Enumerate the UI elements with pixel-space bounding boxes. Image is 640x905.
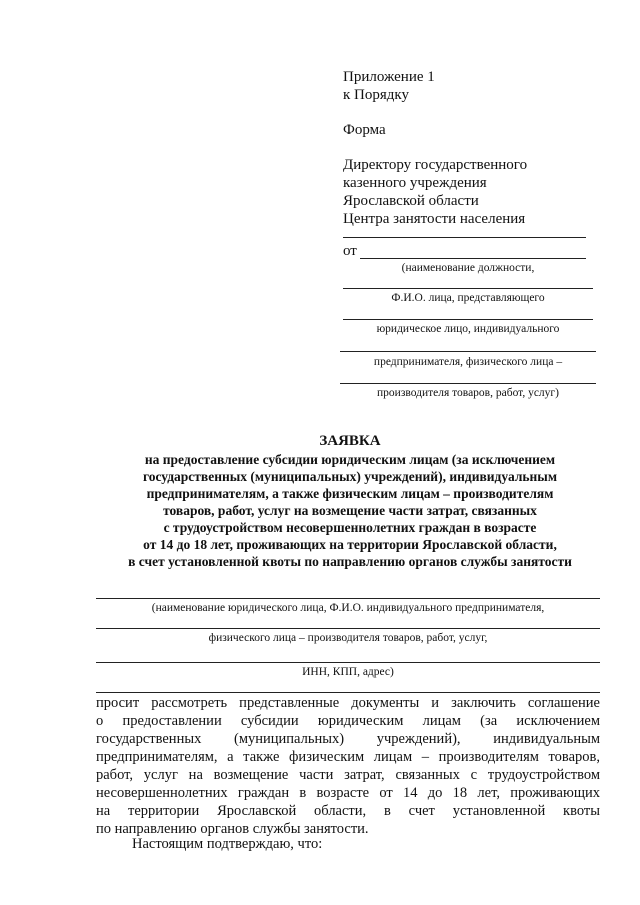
title-line: товаров, работ, услуг на возмещение части затрат, связанных [163, 503, 537, 518]
title-line: с трудоустройством несовершеннолетних граждан в возрасте [163, 520, 537, 535]
title-line: государственных (муниципальных) учреждений), индивидуальным [142, 469, 558, 484]
field-caption: Ф.И.О. лица, представляющего [391, 292, 545, 304]
title-line: предпринимателям, а также физическим лицам – производителям [146, 486, 554, 501]
confirmation-text: Настоящим подтверждаю, что: [132, 836, 323, 852]
field-caption: (наименование должности, [401, 262, 535, 274]
blank-line [96, 598, 600, 599]
applicant-caption: ИНН, КПП, адрес) [302, 666, 394, 678]
blank-line [343, 288, 593, 289]
blank-line [340, 351, 596, 352]
addressee-line: Ярославской области [343, 193, 479, 209]
addressee-line: казенного учреждения [343, 175, 487, 191]
title-line: в счет установленной квоты по направлению органов службы занятости [128, 554, 572, 569]
applicant-caption: (наименование юридического лица, Ф.И.О. индивидуального предпринимателя, [151, 602, 545, 614]
form-label: Форма [343, 122, 386, 138]
field-caption: предпринимателя, физического лица – [373, 356, 563, 368]
annex-number: Приложение 1 [343, 69, 435, 85]
blank-line [343, 237, 586, 238]
title-line: на предоставление субсидии юридическим лицам (за исключением [144, 452, 556, 467]
body-line: государственных (муниципальных) учреждений), индивидуальным [96, 731, 600, 747]
body-line: просит рассмотреть представленные документы и заключить соглашение [96, 695, 600, 711]
field-caption: производителя товаров, работ, услуг) [377, 387, 559, 399]
applicant-caption: физического лица – производителя товаров, работ, услуг, [208, 632, 488, 644]
annex-to: к Порядку [343, 87, 409, 103]
body-line: по направлению органов службы занятости. [96, 821, 369, 837]
title-line: от 14 до 18 лет, проживающих на территории Ярославской области, [143, 537, 557, 552]
blank-line [360, 258, 586, 259]
blank-line [96, 662, 600, 663]
addressee-line: Центра занятости населения [343, 211, 526, 227]
addressee-line: Директору государственного [343, 157, 528, 173]
blank-line [340, 383, 596, 384]
blank-line [96, 692, 600, 693]
body-line: несовершеннолетних граждан в возрасте от 14 до 18 лет, проживающих [96, 785, 600, 801]
blank-line [343, 319, 593, 320]
body-line: предпринимателям, а также физическим лицам – производителям товаров, [96, 749, 600, 765]
document-title: ЗАЯВКА [319, 433, 381, 449]
blank-line [96, 628, 600, 629]
from-prefix: от [343, 243, 357, 259]
body-line: работ, услуг на возмещение части затрат, связанных с трудоустройством [96, 767, 600, 783]
body-line: о предоставлении субсидии юридическим лицам (за исключением [96, 713, 600, 729]
field-caption: юридическое лицо, индивидуального [376, 323, 560, 335]
body-line: на территории Ярославской области, в счет установленной квоты [96, 803, 600, 819]
